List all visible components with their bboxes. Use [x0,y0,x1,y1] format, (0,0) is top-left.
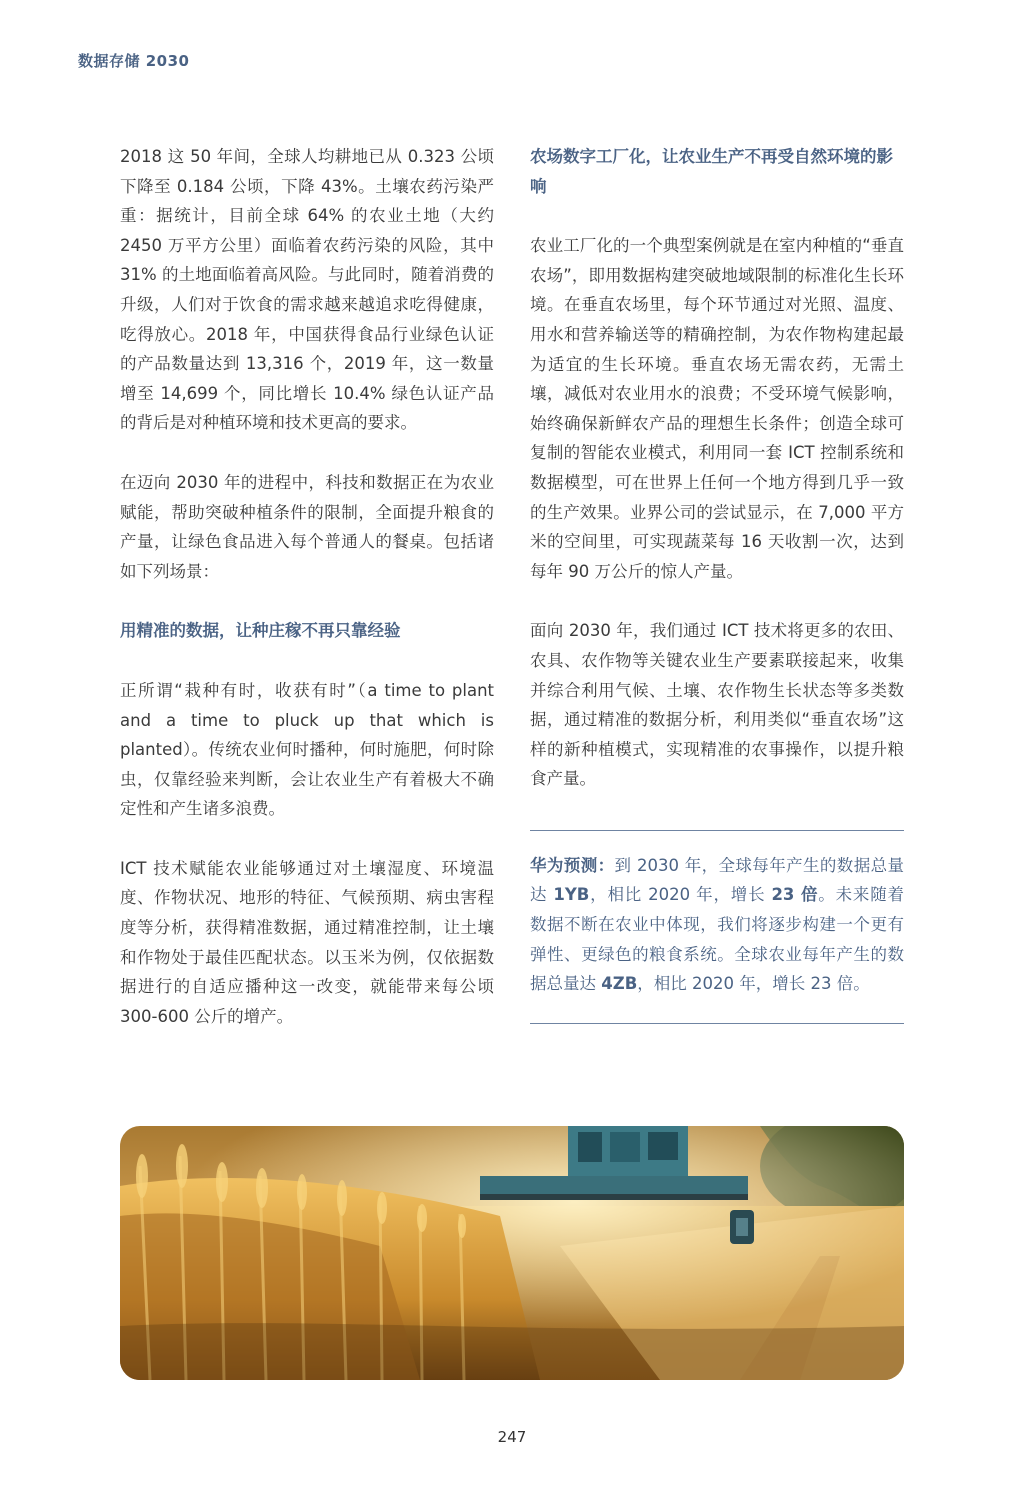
paragraph-gap [120,824,494,854]
paragraph-2030-ict: 面向 2030 年，我们通过 ICT 技术将更多的农田、农具、农作物等关键农业生产要素联接起来，收集并综合利用气候、土壤、农作物生长状态等多类数据，通过精准的数据分析，利用类似“垂直农场”这样的新种植模式，实现精准的农事操作，以提升粮食产量。 [530,621,904,789]
spacer [530,831,904,851]
prediction-text-4: ，相比 2020 年，增长 23 倍。 [637,974,870,994]
subhead-precise-data: 用精准的数据，让种庄稼不再只靠经验 [120,621,401,641]
prediction-callout [530,851,904,999]
paragraph-arable-land: 2018 这 50 年间，全球人均耕地已从 0.323 公顷下降至 0.184 公顷，下降 43%。土壤农药污染严重：据统计，目前全球 64% 的农业土地（大约 2450 万平方公里）面临着农药污染的风险，其中 31% 的土地面临着高风险。与此同时，随着消费的升级，人们对于饮食的需求越来越追求吃得健康，吃得放心。2018 年，中国获得食品行业绿色认证的产品数量达到 13,316 个，2019 年，这一数量增至 14,699 个，同比增长 10.4% 绿色认证产品的背后是对种植环境和技术更高的要求。 [120,147,494,433]
prediction-text-2: ，相比 2020 年，增长 [589,885,772,905]
prediction-bottom-divider [530,1023,904,1024]
paragraph-ict-agriculture: ICT 技术赋能农业能够通过对土壤湿度、环境温度、作物状况、地形的特征、气候预期、病虫害程度等分析，获得精准数据，通过精准控制，让土壤和作物处于最佳匹配状态。以玉米为例，仅依据数据进行的自适应播种这一改变，就能带来每公顷 300-600 公斤的增产。 [120,858,494,1026]
spacer [530,999,904,1023]
prediction-value-growth: 23 倍 [771,885,819,905]
prediction-value-1yb: 1YB [553,885,590,905]
paragraph-2030-progress: 在迈向 2030 年的进程中，科技和数据正在为农业赋能，帮助突破种植条件的限制，全面提升粮食的产量，让绿色食品进入每个普通人的餐桌。包括诸如下列场景： [120,472,494,581]
paragraph-gap [120,438,494,468]
paragraph-vertical-farm: 农业工厂化的一个典型案例就是在室内种植的“垂直农场”，即用数据构建突破地域限制的标准化生长环境。在垂直农场里，每个环节通过对光照、温度、用水和营养输送等的精确控制，为农作物构建起最为适宜的生长环境。垂直农场无需农药，无需土壤，减低对农业用水的浪费；不受环境气候影响，始终确保新鲜农产品的理想生长条件；创造全球可复制的智能农业模式，利用同一套 ICT 控制系统和数据模型，可在世界上任何一个地方得到几乎一致的生产效果。业界公司的尝试显示，在 7,000 平方米的空间里，可实现蔬菜每 16 天收割一次，达到每年 90 万公斤的惊人产量。 [530,236,904,581]
running-header: 数据存储 2030 [78,52,190,70]
wheat-field-photo [120,1126,904,1380]
page-number: 247 [497,1428,527,1446]
prediction-text-1: 到 2030 年，全球每年产生的数据总量达 [530,855,905,905]
left-column [120,142,494,1031]
prediction-lead: 华为预测： [530,855,615,875]
paragraph-gap [530,586,904,616]
paragraph-traditional-farming: 正所谓“栽种有时，收获有时”（a time to plant and a time to pluck up that which is planted）。传统农业何时播种，何时施肥，何时除虫，仅靠经验来判断，会让农业生产有着极大不确定性和产生诸多浪费。 [120,680,494,819]
subhead-digital-farm: 农场数字工厂化，让农业生产不再受自然环境的影响 [530,147,893,196]
prediction-text-3: 。未来随着数据不断在农业中体现，我们将逐步构建一个更有弹性、更绿色的粮食系统。全球农业每年产生的数据总量达 [530,885,904,994]
wheat-harvest-illustration [120,1126,904,1380]
prediction-value-4zb: 4ZB [601,974,638,994]
paragraph-gap [120,586,494,616]
right-column [530,142,904,1024]
spacer [530,794,904,830]
paragraph-gap [120,646,494,676]
paragraph-gap [530,201,904,231]
